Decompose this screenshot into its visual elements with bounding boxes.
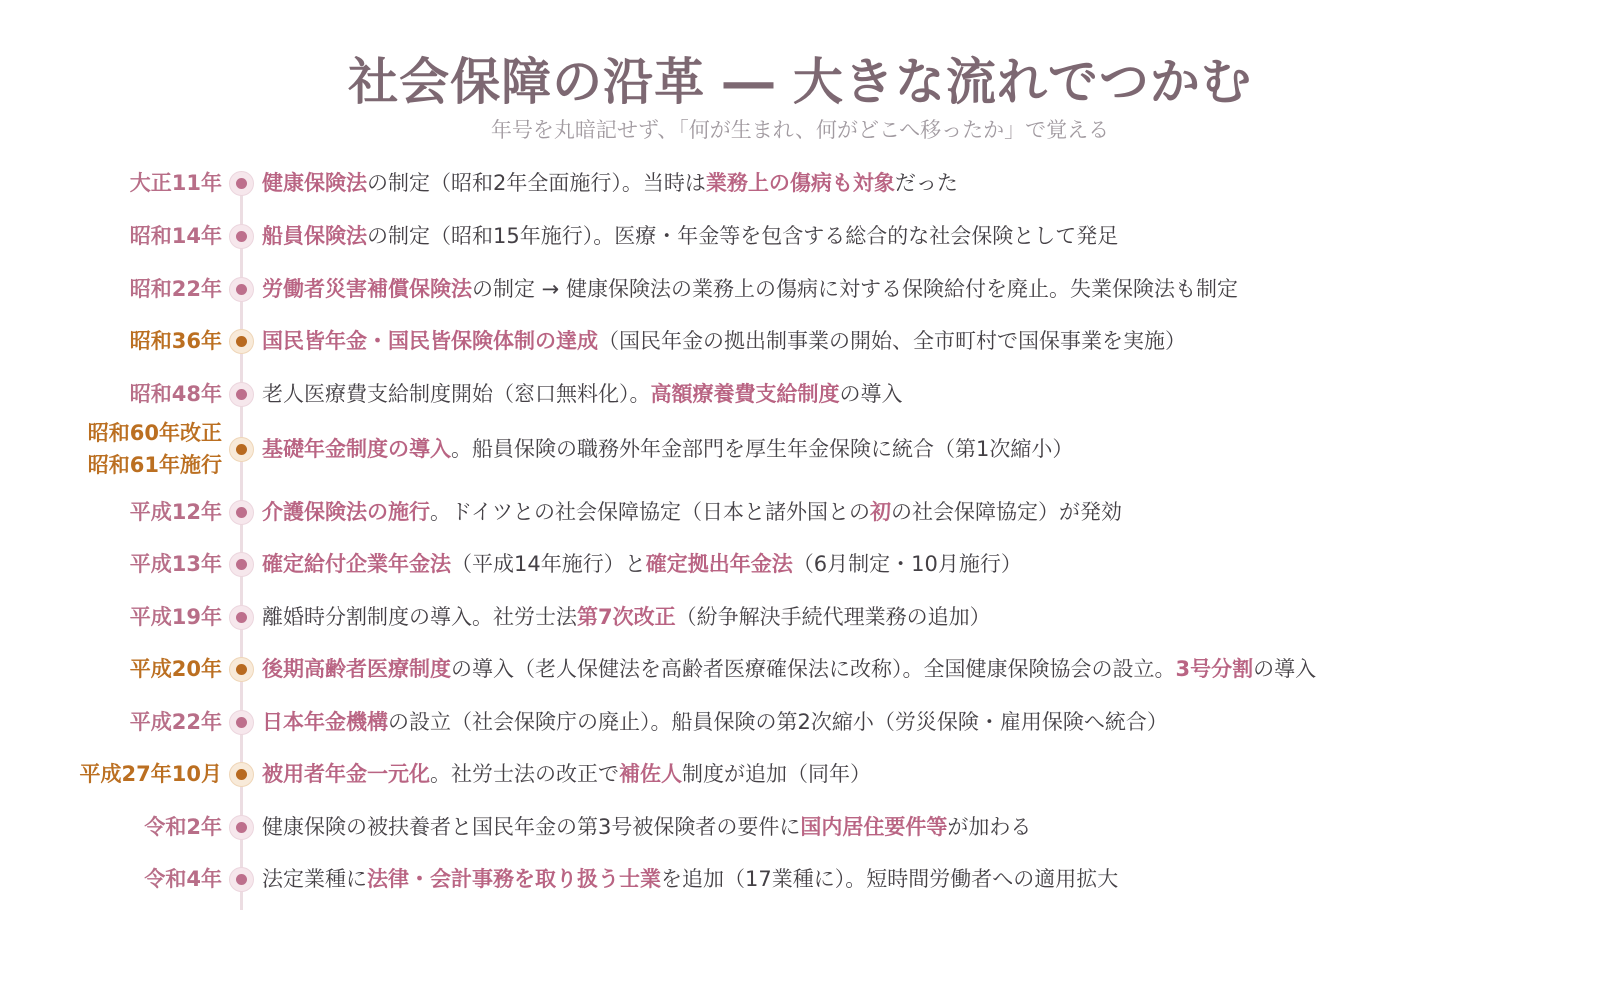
event-year — [130, 163, 222, 203]
timeline-dot-icon — [229, 867, 254, 892]
event-year — [87, 421, 222, 477]
event-description — [262, 702, 1168, 742]
timeline-dot-icon — [229, 500, 254, 525]
event-year — [130, 544, 222, 584]
event-year — [130, 269, 222, 309]
event-text: 老人医療費支給制度開始（窓口無料化）。 — [262, 382, 651, 406]
event-year-line: 昭和61年施行 — [87, 453, 222, 477]
event-text: の制定 → 健康保険法の業務上の傷病に対する保険給付を廃止。失業保険法も制定 — [472, 277, 1238, 301]
event-text: の制定（昭和2年全面施行）。当時は — [367, 171, 706, 195]
event-text: を追加（17業種に）。短時間労働者への適用拡大 — [661, 867, 1119, 891]
event-year-line: 大正11年 — [129, 171, 222, 195]
event-highlight: 介護保険法の施行 — [262, 500, 430, 524]
event-year — [130, 492, 222, 532]
timeline-dot-icon — [229, 437, 254, 462]
event-text: （紛争解決手続代理業務の追加） — [675, 605, 991, 629]
event-year-line: 昭和14年 — [129, 224, 222, 248]
event-highlight: 被用者年金一元化 — [262, 762, 430, 786]
timeline-event — [0, 544, 1600, 584]
event-text: 健康保険の被扶養者と国民年金の第3号被保険者の要件に — [262, 815, 801, 839]
event-year-line: 平成20年 — [129, 657, 222, 681]
event-description — [262, 269, 1238, 309]
event-year-line: 令和2年 — [144, 815, 222, 839]
timeline-event — [0, 421, 1600, 477]
event-year — [130, 702, 222, 742]
event-text: 制度が追加（同年） — [682, 762, 871, 786]
event-highlight: 船員保険法 — [262, 224, 367, 248]
event-description — [262, 163, 958, 203]
event-text: 。船員保険の職務外年金部門を厚生年金保険に統合（第1次縮小） — [451, 437, 1074, 461]
event-text: （国民年金の拠出制事業の開始、全市町村で国保事業を実施） — [598, 329, 1186, 353]
event-description — [262, 374, 903, 414]
timeline-event — [0, 163, 1600, 203]
event-text: の設立（社会保険庁の廃止）。船員保険の第2次縮小（労災保険・雇用保険へ統合） — [388, 710, 1168, 734]
event-highlight: 初 — [869, 500, 891, 524]
event-highlight: 日本年金機構 — [262, 710, 388, 734]
event-text: 。社労士法の改正で — [430, 762, 619, 786]
timeline-event — [0, 374, 1600, 414]
event-description — [262, 754, 871, 794]
timeline-dot-icon — [229, 277, 254, 302]
timeline-event — [0, 702, 1600, 742]
event-year-line: 昭和22年 — [129, 277, 222, 301]
event-highlight: 3号分割 — [1175, 657, 1254, 681]
event-year — [144, 807, 222, 847]
event-year-line: 平成27年10月 — [79, 762, 222, 786]
page-subtitle: 年号を丸暗記せず、「何が生まれ、何がどこへ移ったか」で覚える — [490, 118, 1110, 142]
timeline-dot-icon — [229, 762, 254, 787]
event-year — [130, 597, 222, 637]
event-year — [130, 321, 222, 361]
event-description — [262, 597, 991, 637]
event-text: が加わる — [947, 815, 1032, 839]
event-year-line: 平成12年 — [129, 500, 222, 524]
event-description — [262, 544, 1022, 584]
event-year-line: 昭和48年 — [129, 382, 222, 406]
event-year-line: 平成19年 — [129, 605, 222, 629]
timeline-event — [0, 321, 1600, 361]
event-year — [130, 374, 222, 414]
timeline-dot-icon — [229, 710, 254, 735]
event-text: （平成14年施行）と — [451, 552, 646, 576]
timeline-event — [0, 649, 1600, 689]
event-highlight: 基礎年金制度の導入 — [262, 437, 451, 461]
event-text: の導入 — [839, 382, 903, 406]
event-text: 法定業種に — [262, 867, 367, 891]
timeline-dot-icon — [229, 815, 254, 840]
timeline-dot-icon — [229, 382, 254, 407]
event-year — [144, 859, 222, 899]
event-year — [130, 649, 222, 689]
event-highlight: 法律・会計事務を取り扱う士業 — [367, 867, 661, 891]
event-text: の社会保障協定）が発効 — [890, 500, 1122, 524]
event-description — [262, 859, 1118, 899]
event-highlight: 確定給付企業年金法 — [262, 552, 451, 576]
event-highlight: 高額療養費支給制度 — [650, 382, 840, 406]
event-text: の導入 — [1253, 657, 1317, 681]
event-year-line: 昭和36年 — [129, 329, 222, 353]
event-year-line: 令和4年 — [144, 867, 222, 891]
event-text: だった — [894, 171, 958, 195]
event-text: 。ドイツとの社会保障協定（日本と諸外国との — [430, 500, 870, 524]
event-highlight: 業務上の傷病も対象 — [705, 171, 895, 195]
event-description — [262, 321, 1186, 361]
event-highlight: 健康保険法 — [262, 171, 367, 195]
event-text: 離婚時分割制度の導入。社労士法 — [262, 605, 577, 629]
event-highlight: 補佐人 — [619, 762, 682, 786]
event-description — [262, 807, 1031, 847]
timeline-dot-icon — [229, 329, 254, 354]
event-text: （6月制定・10月施行） — [792, 552, 1022, 576]
event-highlight: 労働者災害補償保険法 — [262, 277, 472, 301]
timeline-dot-icon — [229, 552, 254, 577]
event-text: の導入（老人保健法を高齢者医療確保法に改称）。全国健康保険協会の設立。 — [451, 657, 1176, 681]
event-year-line: 平成13年 — [129, 552, 222, 576]
timeline-event — [0, 754, 1600, 794]
event-description — [262, 492, 1122, 532]
event-highlight: 確定拠出年金法 — [645, 552, 793, 576]
timeline-dot-icon — [229, 224, 254, 249]
timeline-event — [0, 216, 1600, 256]
page-title: 社会保障の沿革 ― 大きな流れでつかむ — [348, 53, 1252, 111]
timeline-event — [0, 807, 1600, 847]
timeline-event — [0, 492, 1600, 532]
event-year-line: 平成22年 — [129, 710, 222, 734]
timeline-dot-icon — [229, 171, 254, 196]
event-description — [262, 216, 1118, 256]
timeline-event — [0, 597, 1600, 637]
timeline-event — [0, 269, 1600, 309]
timeline-dot-icon — [229, 605, 254, 630]
event-description — [262, 429, 1073, 469]
event-year-line: 昭和60年改正 — [87, 421, 222, 445]
event-year — [80, 754, 222, 794]
event-highlight: 第7次改正 — [577, 605, 676, 629]
event-year — [130, 216, 222, 256]
event-highlight: 後期高齢者医療制度 — [262, 657, 451, 681]
timeline-dot-icon — [229, 657, 254, 682]
event-highlight: 国民皆年金・国民皆保険体制の達成 — [262, 329, 598, 353]
event-text: の制定（昭和15年施行）。医療・年金等を包含する総合的な社会保険として発足 — [367, 224, 1119, 248]
event-highlight: 国内居住要件等 — [800, 815, 948, 839]
timeline-event — [0, 859, 1600, 899]
event-description — [262, 649, 1316, 689]
